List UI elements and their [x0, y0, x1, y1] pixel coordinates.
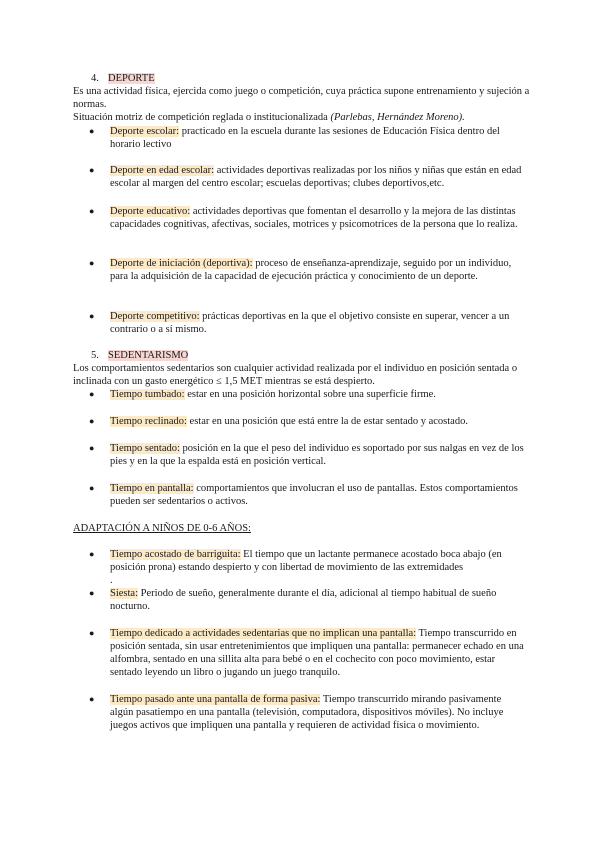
section-4-definition: [73, 111, 533, 124]
section-title: DEPORTE: [108, 73, 155, 84]
list-item: [89, 415, 525, 428]
item-term: Tiempo acostado de barriguita:: [110, 549, 241, 560]
section-5-heading: [91, 349, 188, 362]
item-term: Tiempo en pantalla:: [110, 483, 194, 494]
list-item: [89, 125, 525, 151]
item-text: Tiempo transcurrido en posición sentada, sin usar entretenimientos que impliquen una pantalla: permanecer echado en una alfombra, sentado en una sillita alta para bebé o en el cochecito con poco movimiento, estar sentado leyendo un libro o jugando un juego tranquilo.: [110, 628, 524, 678]
item-term: Deporte escolar:: [110, 126, 180, 137]
bullet-icon: ●: [89, 628, 95, 638]
bullet-icon: ●: [89, 206, 95, 216]
item-text: estar en una posición horizontal sobre una superficie firme.: [184, 389, 436, 400]
section-4-heading: [91, 72, 155, 85]
list-item: [89, 587, 525, 613]
list-item: [89, 164, 525, 190]
list-item: [89, 627, 525, 679]
list-item: [89, 310, 525, 336]
item-term: Tiempo reclinado:: [110, 416, 187, 427]
bullet-icon: ●: [89, 694, 95, 704]
adaptation-heading: ADAPTACIÓN A NIÑOS DE 0-6 AÑOS:: [73, 523, 251, 534]
item-text: estar en una posición que está entre la de estar sentado y acostado.: [186, 416, 468, 427]
bullet-icon: ●: [89, 549, 95, 559]
item-term: Tiempo tumbado:: [110, 389, 185, 400]
item-term: Tiempo dedicado a actividades sedentarias que no implican una pantalla:: [110, 628, 417, 639]
item-text: proceso de enseñanza-aprendizaje, seguido por un individuo, para la adquisición de la capacidad de ejecución práctica y conocimiento de un deporte.: [110, 258, 512, 282]
item-term: Deporte de iniciación (deportiva):: [110, 258, 253, 269]
bullet-icon: ●: [89, 311, 95, 321]
list-item: [89, 693, 525, 732]
bullet-icon: ●: [89, 165, 95, 175]
list-item: [89, 205, 525, 231]
list-item: [89, 257, 525, 283]
list-item: [89, 548, 525, 574]
bullet-icon: ●: [89, 416, 95, 426]
stray-dot: .: [110, 575, 113, 586]
definition-text: Situación motriz de competición reglada o institucionalizada: [73, 112, 328, 123]
item-text: practicado en la escuela durante las sesiones de Educación Física dentro del horario lectivo: [110, 126, 500, 150]
section-number: 5.: [91, 350, 99, 361]
item-text: posición en la que el peso del individuo es soportado por sus nalgas en vez de los pies y en la que la espalda está en posición vertical.: [110, 443, 524, 467]
bullet-icon: ●: [89, 258, 95, 268]
item-text: actividades deportivas realizadas por los niños y niñas que están en edad escolar al margen del centro escolar; escuelas deportivas; clubes deportivos,etc.: [110, 165, 522, 189]
section-5-intro: Los comportamientos sedentarios son cualquier actividad realizada por el individuo en posición sentada o inclinada con un gasto energético ≤ 1,5 MET mientras se está despierto.: [73, 363, 518, 387]
item-text: Tiempo transcurrido mirando pasivamente algún pasatiempo en una pantalla (televisión, computadora, dispositivos móviles). No incluye juegos activos que impliquen una pantalla y requieren de actividad física o movimiento.: [110, 694, 504, 731]
item-text: El tiempo que un lactante permanece acostado boca abajo (en posición prona) estando despierto y con libertad de movimiento de las extremidades: [110, 549, 502, 573]
bullet-icon: ●: [89, 389, 95, 399]
item-term: Deporte competitivo:: [110, 311, 200, 322]
item-text: actividades deportivas que fomentan el desarrollo y la mejora de las distintas capacidades cognitivas, afectivas, sociales, motrices y psicomotrices de la persona que lo realiza.: [110, 206, 518, 230]
item-text: prácticas deportivas en la que el objetivo consiste en superar, vencer a un contrario o a sí mismo.: [110, 311, 510, 335]
list-item: [89, 482, 525, 508]
item-term: Tiempo sentado:: [110, 443, 180, 454]
bullet-icon: ●: [89, 126, 95, 136]
section-title: SEDENTARISMO: [108, 350, 189, 361]
bullet-icon: ●: [89, 443, 95, 453]
bullet-icon: ●: [89, 483, 95, 493]
item-text: comportamientos que involucran el uso de pantallas. Estos comportamientos pueden ser sedentarios o activos.: [110, 483, 518, 507]
citation: (Parlebas, Hernández Moreno).: [330, 112, 465, 123]
item-term: Siesta:: [110, 588, 138, 599]
item-term: Deporte en edad escolar:: [110, 165, 215, 176]
item-text: Periodo de sueño, generalmente durante el día, adicional al tiempo habitual de sueño nocturno.: [110, 588, 497, 612]
section-4-intro: Es una actividad física, ejercida como juego o competición, cuya práctica supone entrenamiento y sujeción a normas.: [73, 86, 530, 110]
section-number: 4.: [91, 73, 99, 84]
list-item: [89, 388, 525, 401]
list-item: [89, 442, 525, 468]
bullet-icon: ●: [89, 588, 95, 598]
item-term: Deporte educativo:: [110, 206, 191, 217]
item-term: Tiempo pasado ante una pantalla de forma pasiva:: [110, 694, 321, 705]
